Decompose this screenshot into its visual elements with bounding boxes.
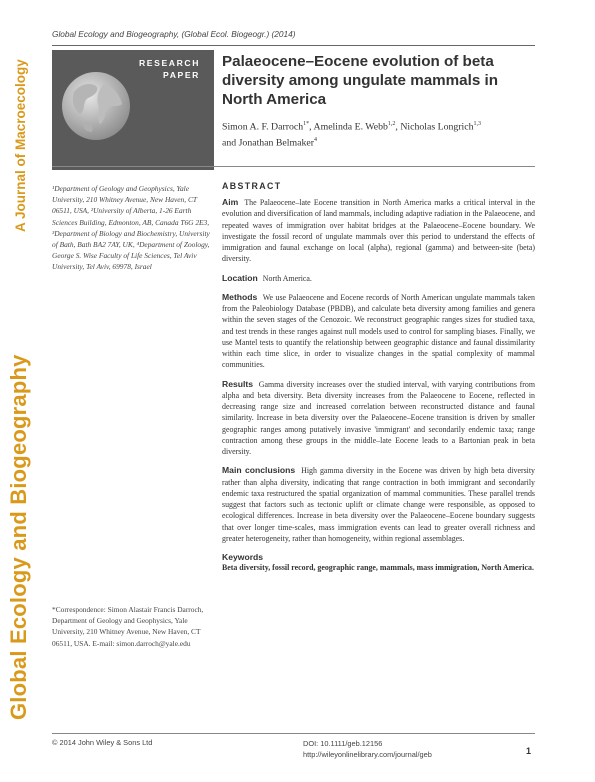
abstract-results <box>222 379 535 458</box>
author-affil-mark: 1,3 <box>473 121 481 127</box>
aim-heading: Aim <box>222 197 239 207</box>
methods-heading: Methods <box>222 291 258 302</box>
article-type-line2: PAPER <box>163 70 200 80</box>
conclusions-heading: Main conclusions <box>222 465 296 476</box>
abstract-location <box>222 273 535 284</box>
methods-text: We use Palaeocene and Eocene records of North American ungulate mammals taken from the Paleobiology Database (PBDB), and calculate beta diversity among families and genera within the seven stages of the Cenozoic. We reconstruct geographic ranges sizes for studied taxa, and test trends in these ranges against null models used to control for sampling biases. Finally, we use Mantel tests to quantify the relationship between geographic distance and faunal dissimilarity within each time slice, in order to visualize changes in the spatial complexity of mammal communities. <box>222 292 535 370</box>
conclusions-text: High gamma diversity in the Eocene was driven by high beta diversity rather than alpha diversity, indicating that range contraction in both immigrant and secondarily endemic taxa restructured the spatial organization of mammal communities. These parallel trends suggest that factors such as tectonic uplift or climate change were responsible, as opposed to ecological differences. Increase in beta diversity over the Palaeocene–Eocene boundary suggests that over longer time-scales, mass immigration events can lead to greater overall richness and greater heterogeneity, rather than homogeneity, within regional assemblages. <box>222 466 535 543</box>
divider-bottom <box>52 733 535 734</box>
location-text: North America. <box>262 273 312 283</box>
abstract-conclusions <box>222 465 535 544</box>
journal-subtitle-vertical: A Journal of Macroecology <box>13 59 28 232</box>
footer-doi-block <box>303 738 432 760</box>
author-affil-mark: 1* <box>303 121 310 127</box>
author-name: Jonathan Belmaker <box>238 137 314 149</box>
divider-middle <box>52 166 535 167</box>
article-type-line1: RESEARCH <box>138 58 200 68</box>
author-conjunction: and <box>222 137 239 149</box>
article-type-label <box>139 57 200 81</box>
results-text: Gamma diversity increases over the studied interval, with varying contributions from alpha and beta diversity. Beta diversity increases from the Palaeocene to Eocene, reflected in decreasing range size and increased correlation between reconstructed distance and faunal similarity. Increase in beta diversity over the Palaeocene–Eocene transition is driven by smaller geographic ranges among putatively invasive 'immigrant' and secondarily endemic taxa; range contraction among these groups in the middle–late Eocene leads to a Bartonian peak in beta diversity. <box>222 379 535 456</box>
results-heading: Results <box>222 378 254 389</box>
abstract-heading: ABSTRACT <box>222 181 282 191</box>
abstract-aim <box>222 197 535 265</box>
author-name: Amelinda E. Webb <box>313 121 388 133</box>
keywords-text: Beta diversity, fossil record, geographic range, mammals, mass immigration, North America. <box>222 563 534 572</box>
aim-text: The Palaeocene–late Eocene transition in North America marks a critical interval in the evolution and diversification of land mammals, including adaptive radiation in the Palaeocene, and repeated waves of immigration over habitat bridges at the Palaeocene–Eocene boundary. We investigate the fossil record of ungulate mammals over this period to understand the effects of immigration and faunal exchange on local (alpha), regional (gamma) and between-site (beta) diversity. <box>222 198 535 264</box>
author-affil-mark: 1,2 <box>387 121 396 127</box>
journal-name-vertical: Global Ecology and Biogeography <box>6 354 31 720</box>
author-affil-mark: 4 <box>313 136 317 143</box>
location-heading: Location <box>222 272 258 283</box>
author-list: Simon A. F. Darroch$^{1*}$, Amelinda E. Webb$^{1,2}$, Nicholas Longrich$^{1,3}$ and Jonathan Belmaker$^4$ <box>222 121 481 149</box>
article-type-box <box>52 50 214 170</box>
divider-top <box>52 45 535 46</box>
correspondence: *Correspondence: Simon Alastair Francis Darroch, Department of Geology and Geophysics, Yale University, 210 Whitney Avenue, New Haven, CT 06511, USA. E-mail: simon.darroch@yale.edu <box>52 605 204 648</box>
abstract-methods <box>222 292 535 371</box>
affiliations: ¹Department of Geology and Geophysics, Yale University, 210 Whitney Avenue, New Haven, CT 06511, USA, ²University of Alberta, 1-26 Earth Sciences Building, Edmonton, AB, Canada T6G 2E3, ³Department of Biology and Biochemistry, University of Bath, Bath BA2 7AY, UK, ⁴Department of Zoology, George S. Wise Faculty of Life Sciences, Tel Aviv University, Tel Aviv, 69978, Israel <box>52 184 210 272</box>
journal-header: Global Ecology and Biogeography, (Global Ecol. Biogeogr.) (2014) <box>52 29 296 39</box>
side-banner <box>0 0 40 782</box>
article-title: Palaeocene–Eocene evolution of beta diversity among ungulate mammals in North America <box>222 53 498 108</box>
globe-icon <box>60 70 132 142</box>
author-name: Nicholas Longrich <box>400 121 474 133</box>
author-name: Simon A. F. Darroch <box>222 121 304 133</box>
keywords-heading: Keywords <box>222 552 264 562</box>
copyright: © 2014 John Wiley & Sons Ltd <box>52 738 153 747</box>
page-number: 1 <box>526 746 532 756</box>
abstract <box>222 181 535 573</box>
journal-url-link[interactable]: http://wileyonlinelibrary.com/journal/geb <box>303 750 432 759</box>
doi: DOI: 10.1111/geb.12156 <box>303 739 383 748</box>
